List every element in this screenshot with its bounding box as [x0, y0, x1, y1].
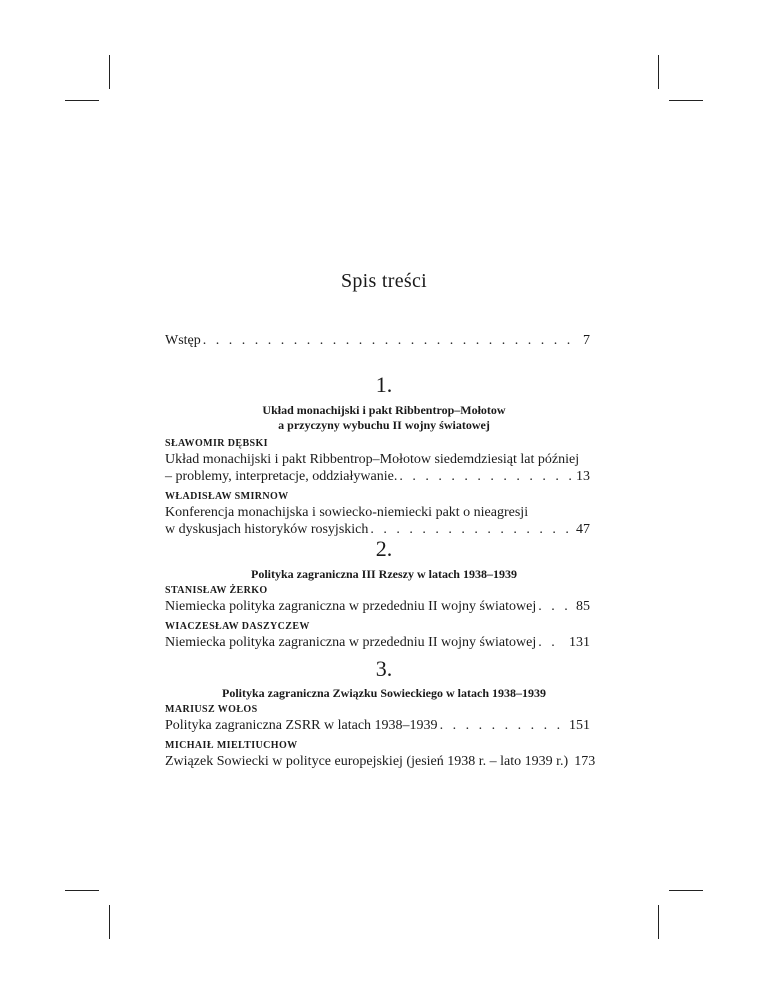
part-title-line: Układ monachijski i pakt Ribbentrop–Mołotow [262, 403, 506, 417]
author-name: WŁADISŁAW SMIRNOW [165, 491, 289, 502]
part-title [0, 403, 768, 433]
dot-leader [440, 717, 565, 734]
toc-entry[interactable] [165, 490, 590, 538]
page-number: 131 [569, 635, 590, 650]
crop-mark [65, 100, 99, 101]
toc-entry[interactable] [165, 703, 590, 734]
page-number: 7 [583, 333, 590, 348]
toc-entry[interactable] [165, 437, 590, 485]
entry-title-line: – problemy, interpretacje, oddziaływanie. [165, 469, 398, 484]
entry-title-line: w dyskusjach historyków rosyjskich [165, 522, 369, 537]
page-number: 13 [576, 469, 590, 484]
dot-leader [538, 634, 565, 651]
page-number: 173 [574, 754, 596, 769]
dot-leader [538, 598, 572, 615]
entry-title-line: Niemiecka polityka zagraniczna w przededniu II wojny światowej [165, 599, 537, 614]
part-title-line: a przyczyny wybuchu II wojny światowej [278, 418, 490, 432]
toc-entry[interactable] [165, 620, 590, 651]
crop-mark [109, 905, 110, 939]
entry-title-line: Konferencja monachijska i sowiecko-niemiecki pakt o nieagresji [165, 505, 529, 520]
crop-mark [669, 100, 703, 101]
part-title [0, 686, 768, 701]
part-title-line: Polityka zagraniczna III Rzeszy w latach 1938–1939 [251, 567, 517, 581]
crop-mark [65, 890, 99, 891]
page-number: 47 [576, 522, 590, 537]
entry-title-line: Układ monachijski i pakt Ribbentrop–Mołotow siedemdziesiąt lat później [165, 452, 580, 467]
part-number: 2. [375, 536, 393, 561]
part-title [0, 567, 768, 582]
crop-mark [658, 55, 659, 89]
toc-entry[interactable] [165, 584, 590, 615]
entry-title: Wstęp [165, 333, 201, 348]
entry-title-line: Niemiecka polityka zagraniczna w przededniu II wojny światowej [165, 635, 537, 650]
author-name: MICHAIŁ MIELTIUCHOW [165, 740, 298, 751]
page-title: Spis treści [340, 270, 428, 292]
crop-mark [669, 890, 703, 891]
toc-entry-intro[interactable] [165, 332, 590, 349]
dot-leader [203, 332, 572, 349]
part-number: 3. [375, 656, 393, 681]
author-name: MARIUSZ WOŁOS [165, 704, 258, 715]
author-name: STANISŁAW ŻERKO [165, 585, 268, 596]
crop-mark [658, 905, 659, 939]
page-number: 85 [576, 599, 590, 614]
toc-entry[interactable] [165, 739, 596, 770]
entry-title-line: Polityka zagraniczna ZSRR w latach 1938–1939 [165, 718, 438, 733]
part-title-line: Polityka zagraniczna Związku Sowieckiego w latach 1938–1939 [222, 686, 546, 700]
entry-title-line: Związek Sowiecki w polityce europejskiej (jesień 1938 r. – lato 1939 r.) [165, 754, 569, 769]
author-name: SŁAWOMIR DĘBSKI [165, 438, 268, 449]
dot-leader [399, 468, 572, 485]
page-number: 151 [569, 718, 590, 733]
crop-mark [109, 55, 110, 89]
author-name: WIACZESŁAW DASZYCZEW [165, 621, 310, 632]
part-number: 1. [375, 372, 393, 397]
